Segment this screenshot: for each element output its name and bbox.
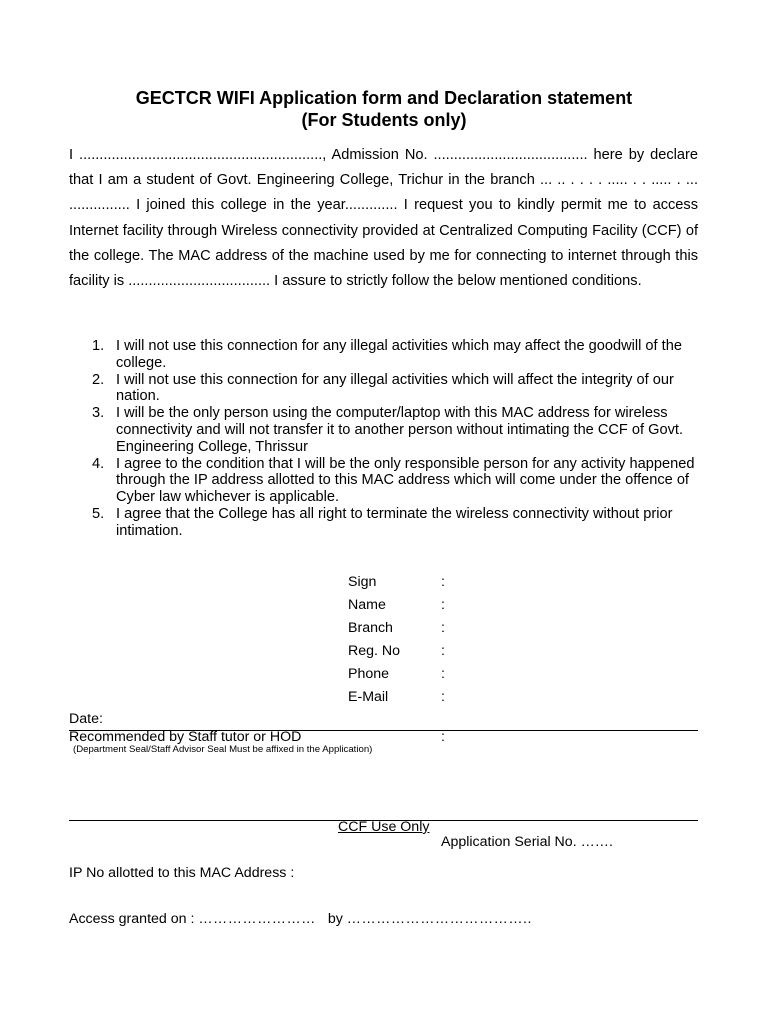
- access-date-blank[interactable]: ……………………: [198, 911, 316, 927]
- field-colon: :: [441, 597, 445, 613]
- field-colon: :: [441, 689, 445, 705]
- condition-number: 1.: [92, 338, 105, 354]
- granted-by-blank[interactable]: ………………………………..: [346, 911, 532, 927]
- field-label: Name: [348, 597, 386, 613]
- email-field[interactable]: [348, 687, 508, 710]
- conditions-list: [69, 338, 698, 540]
- condition-item: [69, 338, 698, 372]
- condition-text: I will not use this connection for any illegal activities which may affect the goodwill of the college.: [116, 338, 682, 371]
- condition-item: [69, 506, 698, 540]
- phone-field[interactable]: [348, 664, 508, 687]
- field-colon: :: [441, 620, 445, 636]
- recommended-divider: [69, 730, 698, 731]
- condition-text: I will be the only person using the computer/laptop with this MAC address for wireless connectivity and will not transfer it to another person without intimating the CCF of Govt. Engineering College, Thrissur: [116, 405, 683, 455]
- form-subtitle: (For Students only): [301, 110, 467, 130]
- condition-number: 3.: [92, 405, 105, 422]
- application-serial: Application Serial No. …….: [441, 834, 613, 850]
- condition-item: [69, 405, 698, 455]
- field-colon: :: [441, 643, 445, 659]
- reg-no-field[interactable]: [348, 641, 508, 664]
- condition-text: I agree to the condition that I will be the only responsible person for any activity happened through the IP address allotted to this MAC address which will come under the offence of Cyber law whichever is applicable.: [116, 455, 695, 506]
- condition-number: 4.: [92, 455, 105, 472]
- field-label: Reg. No: [348, 643, 401, 659]
- condition-item: [69, 372, 698, 406]
- field-label: Branch: [348, 620, 393, 636]
- form-title: GECTCR WIFI Application form and Declaration statement: [135, 88, 633, 108]
- seal-note: (Department Seal/Staff Advisor Seal Must be affixed in the Application): [73, 744, 373, 755]
- ccf-heading: CCF Use Only: [338, 819, 430, 835]
- recommended-label: Recommended by Staff tutor or HOD: [69, 729, 302, 745]
- access-granted-label: Access granted on :: [69, 911, 195, 927]
- date-label: Date:: [69, 711, 103, 727]
- branch-field[interactable]: [348, 618, 508, 641]
- by-label: by: [327, 911, 343, 927]
- name-field[interactable]: [348, 595, 508, 618]
- condition-number: 5.: [92, 505, 105, 522]
- condition-number: 2.: [92, 371, 105, 388]
- sign-field[interactable]: [348, 572, 508, 595]
- condition-text: I agree that the College has all right to terminate the wireless connectivity without prior intimation.: [116, 505, 673, 539]
- access-granted-line: [69, 911, 532, 928]
- ip-allotted-label: IP No allotted to this MAC Address :: [69, 865, 295, 881]
- field-label: E-Mail: [348, 689, 389, 705]
- field-label: Sign: [348, 574, 377, 590]
- field-label: Phone: [348, 666, 390, 682]
- applicant-details-fields: [348, 572, 508, 710]
- field-colon: :: [441, 666, 445, 682]
- condition-text: I will not use this connection for any illegal activities which will affect the integrity of our nation.: [116, 371, 674, 405]
- field-colon: :: [441, 574, 445, 590]
- recommended-colon: :: [441, 729, 445, 745]
- declaration-paragraph: I ............................................................, Admission No. ...................................... here by declare that I am a student of Govt. Engineering College, Trichur in the branch ... .. . . . . ..... . . ..... . ... ............... I joined this college in the year............. I request you to kindly permit me to access Internet facility through Wireless connectivity provided at Centralized Computing Facility (CCF) of the college. The MAC address of the machine used by me for connecting to internet through this facility is ................................... I assure to strictly follow the below mentioned conditions.: [69, 147, 698, 290]
- condition-item: [69, 456, 698, 506]
